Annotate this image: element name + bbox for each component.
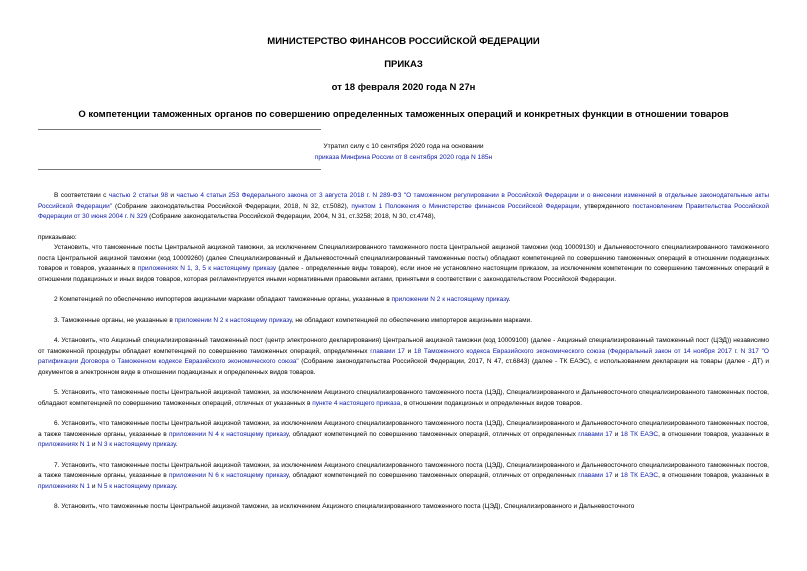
link-appendix-1-b[interactable]: приложениях N 1: [38, 482, 91, 490]
link-appendices-1-3-5[interactable]: приложениях N 1, 3, 5 к настоящему приказу: [137, 265, 277, 272]
link-18-tk-eaes-b[interactable]: 18 ТК ЕАЭС: [620, 472, 659, 479]
repeal-note-text: Утратил силу с 10 сентября 2020 года на основании: [323, 143, 484, 150]
bottom-divider: [38, 169, 321, 170]
paragraph-7: 7. Установить, что таможенные посты Центральной акцизной таможни, за исключением Акцизного специализированного таможенного поста (ЦЭД), Специализированного и Дальневосточного специализированного таможенных постов, а также таможенные органы, указанные в приложении N 6 к настоящему приказу, обладают компетенцией по совершению таможенных операций, отличных от определенных главами 17 и 18 ТК ЕАЭС, в отношении товаров, указанных в приложениях N 1 и N 5 к настоящему приказу.: [38, 461, 769, 490]
link-eaeu-customs-code[interactable]: 18 Таможенного кодекса Евразийского экономического союза (Федеральный закон от 14 ноября 2017 г. N 317 "О ратификации Договора о Таможенном кодексе Евразийского экономического союза": [38, 347, 769, 365]
link-article-98[interactable]: частью 2 статьи 98: [108, 192, 169, 199]
paragraph-8: 8. Установить, что таможенные посты Центральной акцизной таможни, за исключением Акцизного специализированного таможенного поста (ЦЭД), Специализированного и Дальневосточного: [54, 503, 635, 510]
link-chapter-17-c[interactable]: главами 17: [578, 472, 613, 479]
paragraph-1: Установить, что таможенные посты Центральной акцизной таможни, за исключением Специализированного таможенного поста Центральной акцизной таможни (код 10009130) и Дальневосточного специализированного таможенного поста Центральной акцизной таможни (код 10009260) (далее Специализированный и Дальневосточный специализированный таможенные посты) обладают компетенцией по совершению таможенных операций в отношении подакцизных товаров и товаров, указанных в приложениях N 1, 3, 5 к настоящему приказу (далее - определенные виды товаров), если иное не установлено настоящим приказом, за исключением компетенции по совершению таможенных операций в отношении подакцизных и иных видов товаров, которая регламентируется иными нормативными правовыми актами, принятыми в соответствии с законодательством Российской Федерации.: [38, 244, 769, 283]
link-18-tk-eaes[interactable]: 18 ТК ЕАЭС: [620, 430, 659, 438]
link-chapter-17-b[interactable]: главами 17: [578, 430, 613, 438]
paragraph-3: 3. Таможенные органы, не указанные в приложении N 2 к настоящему приказу, не обладают компетенцией по обеспечению импортеров акцизными марками.: [54, 316, 533, 324]
repeal-order-link[interactable]: приказа Минфина России от 8 сентября 2020 года N 185н: [314, 154, 493, 161]
doc-title: О компетенции таможенных органов по совершению определенных таможенных операций и конкретных функции в отношении товаров: [78, 109, 729, 120]
repeal-note: [0, 141, 807, 163]
link-appendix-2[interactable]: приложении N 2 к настоящему приказу: [391, 296, 509, 303]
link-ministry-regulation[interactable]: пунктом 1 Положения о Министерстве финансов Российской Федерации: [351, 202, 580, 210]
paragraph-2: 2 Компетенцией по обеспечению импортеров акцизными марками обладают таможенные органы, указанные в приложении N 2 к настоящему приказу.: [54, 296, 511, 303]
link-appendix-3[interactable]: N 3 к настоящему приказу: [97, 441, 176, 448]
top-divider: [38, 129, 321, 130]
link-federal-law-289[interactable]: частью 4 статьи 253 Федерального закона от 3 августа 2018 г. N 289-ФЗ "О таможенном регулировании в Российской Федерации и о внесении изменений в отдельные законодательные акты Российской Федерации": [38, 192, 770, 210]
link-appendix-5[interactable]: N 5 к настоящему приказу: [97, 482, 176, 490]
ministry-heading: МИНИСТЕРСТВО ФИНАНСОВ РОССИЙСКОЙ ФЕДЕРАЦИИ: [267, 36, 540, 47]
order-word: приказываю:: [38, 233, 77, 241]
paragraph-6: 6. Установить, что таможенные посты Центральной акцизной таможни, за исключением Акцизного специализированного таможенного поста (ЦЭД), Специализированного и Дальневосточного специализированного таможенных постов, а также таможенные органы, указанные в приложении N 4 к настоящему приказу, обладают компетенцией по совершению таможенных операций, отличных от определенных главами 17 и 18 ТК ЕАЭС, в отношении товаров, указанных в приложениях N 1 и N 3 к настоящему приказу.: [38, 420, 769, 448]
link-appendix-4[interactable]: приложении N 4 к настоящему приказу: [168, 430, 289, 438]
paragraph-4: 4. Установить, что Акцизный специализированный таможенный пост (центр электронного декларирования) Центральной акцизной таможни (код 10009100) (далее - Акцизный специализированный таможенный пост (ЦЭД)) независимо от таможенной процедуры обладает компетенцией по совершению таможенных операций, определенных главами 17 и 18 Таможенного кодекса Евразийского экономического союза (Федеральный закон от 14 ноября 2017 г. N 317 "О ратификации Договора о Таможенном кодексе Евразийского экономического союза" (Собрание законодательства Российской Федерации, 2017, N 47, ст.6843) (далее - ТК ЕАЭС), с использованием декларации на товары (далее - ДТ) и документов в электронном виде в отношении подакцизных и определенных видов товаров.: [38, 337, 769, 376]
link-chapter-17[interactable]: главами 17: [370, 347, 405, 355]
link-appendix-2-b[interactable]: приложении N 2 к настоящему приказу: [174, 316, 292, 324]
link-appendix-1[interactable]: приложениях N 1: [38, 441, 91, 448]
document-body: [38, 191, 769, 513]
link-point-4[interactable]: пункте 4 настоящего приказа: [312, 399, 401, 407]
link-government-resolution[interactable]: постановлением Правительства Российской Федерации от 30 июня 2004 г. N 329: [38, 202, 770, 220]
preamble-paragraph: В соответствии с частью 2 статьи 98 и частью 4 статьи 253 Федерального закона от 3 августа 2018 г. N 289-ФЗ "О таможенном регулировании в Российской Федерации и о внесении изменений в отдельные законодательные акты Российской Федерации" (Собрание законодательства Российской Федерации, 2018, N 32, ст.5082), пунктом 1 Положения о Министерстве финансов Российской Федерации, утвержденного постановлением Правительства Российской Федерации от 30 июня 2004 г. N 329 (Собрание законодательства Российской Федерации, 2004, N 31, ст.3258; 2018, N 30, ст.4748),: [38, 192, 770, 220]
doc-date-heading: от 18 февраля 2020 года N 27н: [331, 82, 476, 93]
paragraph-5: 5. Установить, что таможенные посты Центральной акцизной таможни, за исключением Акцизного специализированного таможенного поста (ЦЭД), Специализированного и Дальневосточного специализированного таможенных постов, обладают компетенцией по совершению таможенных операций, отличных от указанных в пункте 4 настоящего приказа, в отношении подакцизных и определенных видов товаров.: [38, 389, 769, 407]
doc-type-heading: ПРИКАЗ: [384, 59, 423, 70]
link-appendix-6[interactable]: приложении N 6 к настоящему приказу: [168, 472, 289, 479]
